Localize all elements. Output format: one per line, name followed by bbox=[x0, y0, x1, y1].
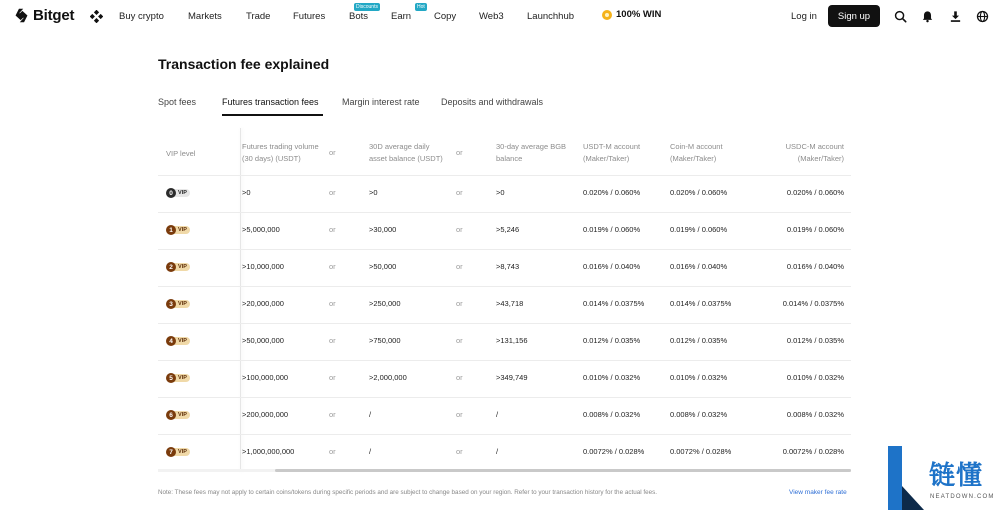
cell-usdcm: 0.0072% / 0.028% bbox=[782, 447, 844, 456]
header-bgb-line2: balance bbox=[496, 154, 523, 163]
cell-bgb: >8,743 bbox=[496, 262, 520, 271]
header-or: or bbox=[456, 148, 463, 157]
download-icon[interactable] bbox=[949, 10, 962, 23]
vip-level-number: 1 bbox=[166, 225, 176, 235]
cell-volume: >5,000,000 bbox=[242, 225, 280, 234]
watermark-en-text: NEATDOWN.COM bbox=[930, 494, 995, 500]
or-separator: or bbox=[329, 410, 336, 419]
hot-badge: Hot bbox=[417, 4, 425, 10]
cell-usdcm: 0.016% / 0.040% bbox=[786, 262, 844, 271]
vip-level-number: 6 bbox=[166, 410, 176, 420]
header-balance-line1: 30D average daily bbox=[369, 142, 430, 151]
or-separator: or bbox=[456, 299, 463, 308]
brand-logo[interactable] bbox=[13, 7, 74, 24]
page-title: Transaction fee explained bbox=[158, 56, 330, 72]
vip-level-badge bbox=[166, 373, 190, 383]
watermark-cn-text: 链懂 bbox=[929, 461, 984, 491]
cell-usdcm: 0.019% / 0.060% bbox=[786, 225, 844, 234]
cell-usdtm: 0.012% / 0.035% bbox=[583, 336, 641, 345]
tab-spot-fees[interactable]: Spot fees bbox=[158, 97, 197, 107]
search-icon[interactable] bbox=[894, 10, 907, 23]
cell-volume: >20,000,000 bbox=[242, 299, 284, 308]
cell-usdtm: 0.010% / 0.032% bbox=[583, 373, 641, 382]
row-divider bbox=[158, 397, 851, 398]
vip-tag: VIP bbox=[173, 411, 190, 419]
top-nav bbox=[0, 0, 1000, 34]
cell-volume: >50,000,000 bbox=[242, 336, 284, 345]
cell-bgb: >43,718 bbox=[496, 299, 524, 308]
vip-tag: VIP bbox=[173, 263, 190, 271]
nav-buy-crypto[interactable]: Buy crypto bbox=[119, 11, 164, 22]
vip-level-number: 4 bbox=[166, 336, 176, 346]
vip-tag: VIP bbox=[173, 374, 190, 382]
tab-margin-interest[interactable]: Margin interest rate bbox=[342, 97, 420, 107]
or-separator: or bbox=[456, 188, 463, 197]
cell-usdtm: 0.016% / 0.040% bbox=[583, 262, 641, 271]
cell-bgb: >131,156 bbox=[496, 336, 528, 345]
fee-disclaimer-note: Note: These fees may not apply to certain coins/tokens during specific periods and are subject to change based on your region. Refer to your transaction history for the actual fees. bbox=[158, 489, 658, 496]
row-divider bbox=[158, 360, 851, 361]
or-separator: or bbox=[329, 447, 336, 456]
row-divider bbox=[158, 249, 851, 250]
view-maker-fee-rate-link[interactable]: View maker fee rate bbox=[789, 489, 847, 496]
row-divider bbox=[158, 323, 851, 324]
cell-volume: >1,000,000,000 bbox=[242, 447, 295, 456]
header-usdcm-line2: (Maker/Taker) bbox=[797, 154, 844, 163]
table-scrollbar-thumb[interactable] bbox=[275, 469, 851, 472]
cell-balance: / bbox=[369, 410, 372, 419]
vip-level-badge bbox=[166, 410, 190, 420]
cell-usdcm: 0.020% / 0.060% bbox=[786, 188, 844, 197]
cell-coinm: 0.0072% / 0.028% bbox=[670, 447, 732, 456]
cell-usdtm: 0.008% / 0.032% bbox=[583, 410, 641, 419]
cell-usdcm: 0.008% / 0.032% bbox=[786, 410, 844, 419]
globe-icon[interactable] bbox=[976, 10, 989, 23]
vip-level-badge bbox=[166, 225, 190, 235]
header-or: or bbox=[329, 148, 336, 157]
or-separator: or bbox=[329, 336, 336, 345]
cell-usdtm: 0.020% / 0.060% bbox=[583, 188, 641, 197]
cell-bgb: >5,246 bbox=[496, 225, 520, 234]
or-separator: or bbox=[329, 373, 336, 382]
cell-balance: >50,000 bbox=[369, 262, 397, 271]
futures-fee-table bbox=[158, 128, 851, 472]
header-bgb bbox=[496, 141, 566, 165]
row-divider bbox=[158, 286, 851, 287]
cell-coinm: 0.020% / 0.060% bbox=[670, 188, 728, 197]
vip-level-badge bbox=[166, 262, 190, 272]
cell-bgb: / bbox=[496, 410, 499, 419]
apps-grid-icon[interactable] bbox=[90, 10, 103, 23]
vip-tag: VIP bbox=[173, 300, 190, 308]
coin-icon bbox=[602, 10, 612, 20]
cell-usdcm: 0.014% / 0.0375% bbox=[782, 299, 844, 308]
signup-button[interactable]: Sign up bbox=[828, 5, 880, 27]
header-balance-line2: asset balance (USDT) bbox=[369, 154, 443, 163]
or-separator: or bbox=[456, 410, 463, 419]
cell-volume: >100,000,000 bbox=[242, 373, 289, 382]
brand-name: Bitget bbox=[33, 7, 75, 24]
cell-coinm: 0.010% / 0.032% bbox=[670, 373, 728, 382]
header-usdcm-line1: USDC-M account bbox=[785, 142, 844, 151]
cell-balance: >250,000 bbox=[369, 299, 401, 308]
bitget-logo-icon bbox=[13, 7, 30, 24]
header-volume-line2: (30 days) (USDT) bbox=[242, 154, 301, 163]
header-usdtm-line2: (Maker/Taker) bbox=[583, 154, 630, 163]
promo-label: 100% WIN bbox=[616, 9, 662, 20]
cell-bgb: >349,749 bbox=[496, 373, 528, 382]
vip-tag: VIP bbox=[173, 226, 190, 234]
or-separator: or bbox=[456, 262, 463, 271]
header-balance bbox=[369, 141, 443, 165]
cell-coinm: 0.012% / 0.035% bbox=[670, 336, 728, 345]
vip-level-badge bbox=[166, 447, 190, 457]
vip-level-badge bbox=[166, 299, 190, 309]
header-coinm bbox=[670, 141, 723, 165]
active-tab-indicator bbox=[222, 114, 323, 116]
or-separator: or bbox=[456, 336, 463, 345]
cell-balance: >750,000 bbox=[369, 336, 401, 345]
cell-usdtm: 0.019% / 0.060% bbox=[583, 225, 641, 234]
nav-markets[interactable]: Markets bbox=[188, 11, 222, 22]
discounts-badge: Discounts bbox=[356, 4, 378, 10]
bell-icon[interactable] bbox=[921, 10, 934, 23]
header-volume bbox=[242, 141, 319, 165]
tab-deposits-withdrawals[interactable]: Deposits and withdrawals bbox=[441, 97, 544, 107]
nav-earn[interactable]: Earn bbox=[391, 11, 412, 22]
vip-level-badge bbox=[166, 336, 190, 346]
nav-futures[interactable]: Futures bbox=[293, 11, 326, 22]
cell-volume: >0 bbox=[242, 188, 251, 197]
header-coinm-line1: Coin-M account bbox=[670, 142, 723, 151]
cell-balance: >2,000,000 bbox=[369, 373, 407, 382]
vip-tag: VIP bbox=[173, 337, 190, 345]
vip-tag: VIP bbox=[173, 189, 190, 197]
or-separator: or bbox=[329, 188, 336, 197]
row-divider bbox=[158, 212, 851, 213]
header-usdcm bbox=[786, 141, 844, 165]
nav-bots[interactable]: Bots bbox=[349, 11, 369, 22]
or-separator: or bbox=[456, 225, 463, 234]
vip-tag: VIP bbox=[173, 448, 190, 456]
vip-level-number: 0 bbox=[166, 188, 176, 198]
cell-coinm: 0.014% / 0.0375% bbox=[670, 299, 732, 308]
nav-launchhub[interactable]: Launchhub bbox=[527, 11, 575, 22]
login-button[interactable]: Log in bbox=[791, 11, 817, 22]
cell-balance: / bbox=[369, 447, 372, 456]
cell-usdcm: 0.012% / 0.035% bbox=[786, 336, 844, 345]
cell-coinm: 0.016% / 0.040% bbox=[670, 262, 728, 271]
cell-usdcm: 0.010% / 0.032% bbox=[786, 373, 844, 382]
nav-copy[interactable]: Copy bbox=[434, 11, 457, 22]
vip-level-number: 2 bbox=[166, 262, 176, 272]
cell-balance: >30,000 bbox=[369, 225, 397, 234]
vip-level-number: 5 bbox=[166, 373, 176, 383]
tab-futures-fees[interactable]: Futures transaction fees bbox=[222, 97, 319, 107]
or-separator: or bbox=[329, 299, 336, 308]
nav-trade[interactable]: Trade bbox=[246, 11, 271, 22]
or-separator: or bbox=[329, 262, 336, 271]
cell-usdtm: 0.0072% / 0.028% bbox=[583, 447, 645, 456]
cell-bgb: >0 bbox=[496, 188, 505, 197]
cell-bgb: / bbox=[496, 447, 499, 456]
cell-balance: >0 bbox=[369, 188, 378, 197]
row-divider bbox=[158, 434, 851, 435]
or-separator: or bbox=[329, 225, 336, 234]
vip-level-badge bbox=[166, 188, 190, 198]
cell-volume: >200,000,000 bbox=[242, 410, 289, 419]
cell-coinm: 0.019% / 0.060% bbox=[670, 225, 728, 234]
header-vip-level: VIP level bbox=[166, 149, 196, 158]
vip-level-number: 3 bbox=[166, 299, 176, 309]
header-usdtm-line1: USDT-M account bbox=[583, 142, 641, 151]
header-volume-line1: Futures trading volume bbox=[242, 142, 319, 151]
cell-usdtm: 0.014% / 0.0375% bbox=[583, 299, 645, 308]
header-bgb-line1: 30-day average BGB bbox=[496, 142, 567, 151]
cell-coinm: 0.008% / 0.032% bbox=[670, 410, 728, 419]
nav-web3[interactable]: Web3 bbox=[479, 11, 504, 22]
header-coinm-line2: (Maker/Taker) bbox=[670, 154, 717, 163]
sticky-column-divider bbox=[240, 128, 241, 472]
header-usdtm bbox=[583, 141, 640, 165]
or-separator: or bbox=[456, 373, 463, 382]
cell-volume: >10,000,000 bbox=[242, 262, 284, 271]
row-divider bbox=[158, 175, 851, 176]
or-separator: or bbox=[456, 447, 463, 456]
vip-level-number: 7 bbox=[166, 447, 176, 457]
promo-win[interactable] bbox=[602, 9, 661, 20]
